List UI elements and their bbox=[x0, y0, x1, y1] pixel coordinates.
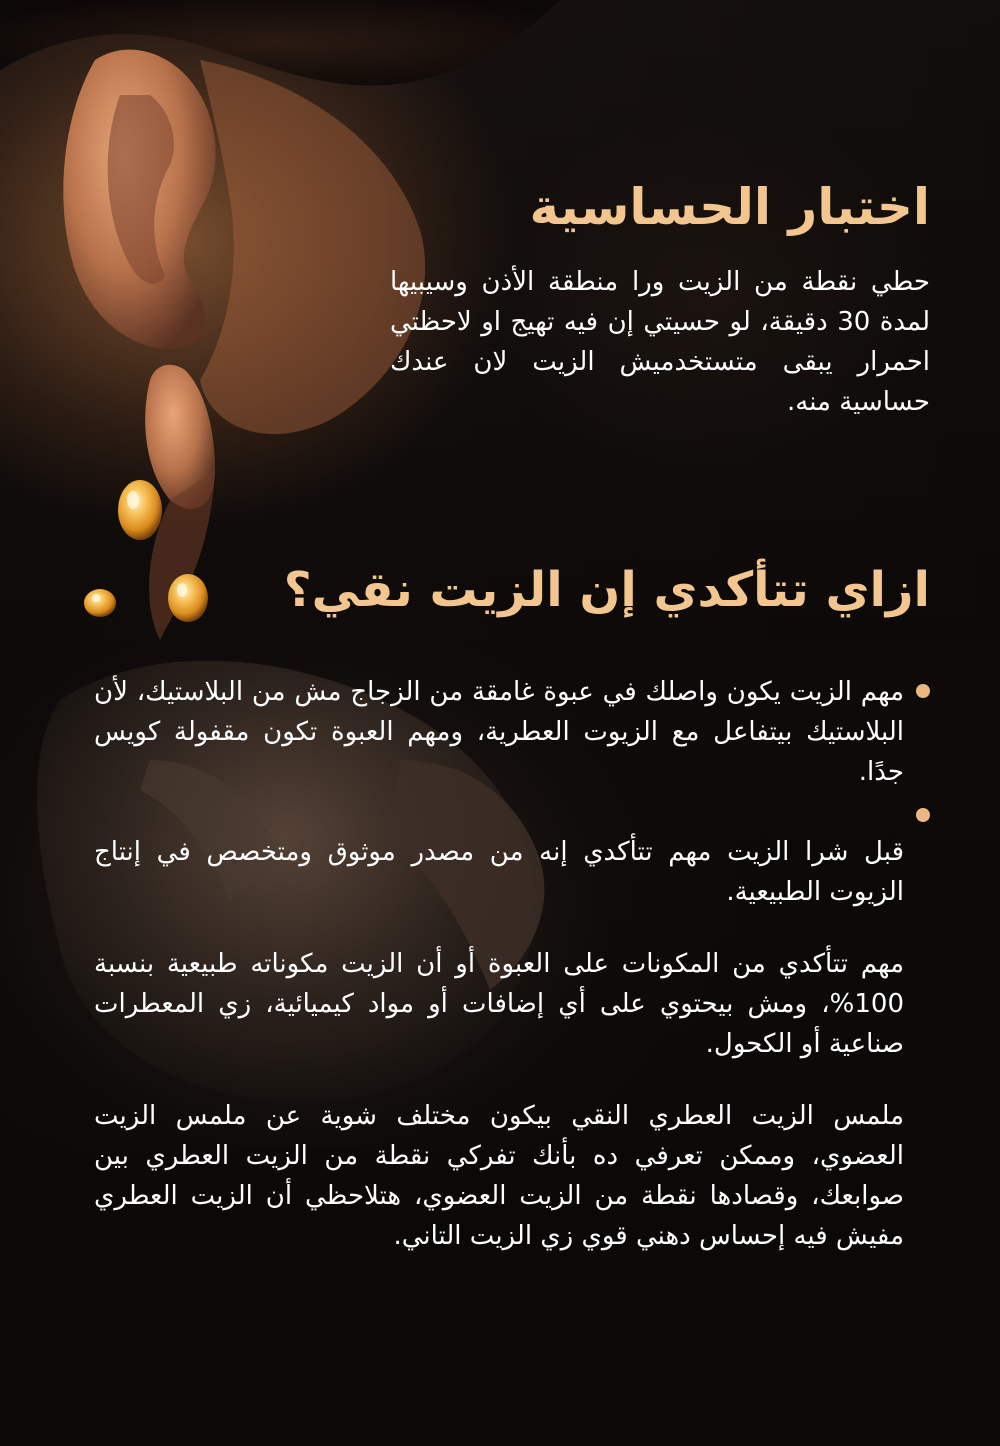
bullet-dot-icon bbox=[916, 684, 930, 698]
list-item-text: قبل شرا الزيت مهم تتأكدي إنه من مصدر موثوق ومتخصص في إنتاج الزيوت الطبيعية. bbox=[94, 837, 904, 907]
sensitivity-body: حطي نقطة من الزيت ورا منطقة الأذن وسيبيها لمدة 30 دقيقة، لو حسيتي إن فيه تهيج او لاحظتي احمرار يبقى متستخدميش الزيت لان عندك حساسية منه. bbox=[390, 267, 930, 417]
purity-list bbox=[94, 672, 930, 1256]
paragraph: ملمس الزيت العطري النقي بيكون مختلف شوية عن ملمس الزيت العضوي، وممكن تعرفي ده بأنك تفركي نقطة من الزيت العطري بين صوابعك، وقصادها نقطة من الزيت العضوي، هتلاحظي أن الزيت العطري مفيش فيه إحساس دهني قوي زي الزيت التاني. bbox=[94, 1101, 904, 1251]
paragraph: مهم تتأكدي من المكونات على العبوة أو أن الزيت مكوناته طبيعية بنسبة 100%، ومش بيحتوي على أي إضافات أو مواد كيميائية، زي المعطرات صناعية أو الكحول. bbox=[94, 949, 904, 1059]
list-item-text: مهم الزيت يكون واصلك في عبوة غامقة من الزجاج مش من البلاستيك، لأن البلاستيك بيتفاعل مع الزيوت العطرية، ومهم العبوة تكون مقفولة كويس جدًا. bbox=[94, 677, 904, 787]
purity-title: ازاي تتأكدي إن الزيت نقي؟ bbox=[283, 562, 930, 618]
bullet-dot-icon bbox=[916, 808, 930, 822]
list-item bbox=[94, 812, 930, 912]
list-item bbox=[94, 672, 930, 792]
sensitivity-title: اختبار الحساسية bbox=[529, 178, 930, 236]
